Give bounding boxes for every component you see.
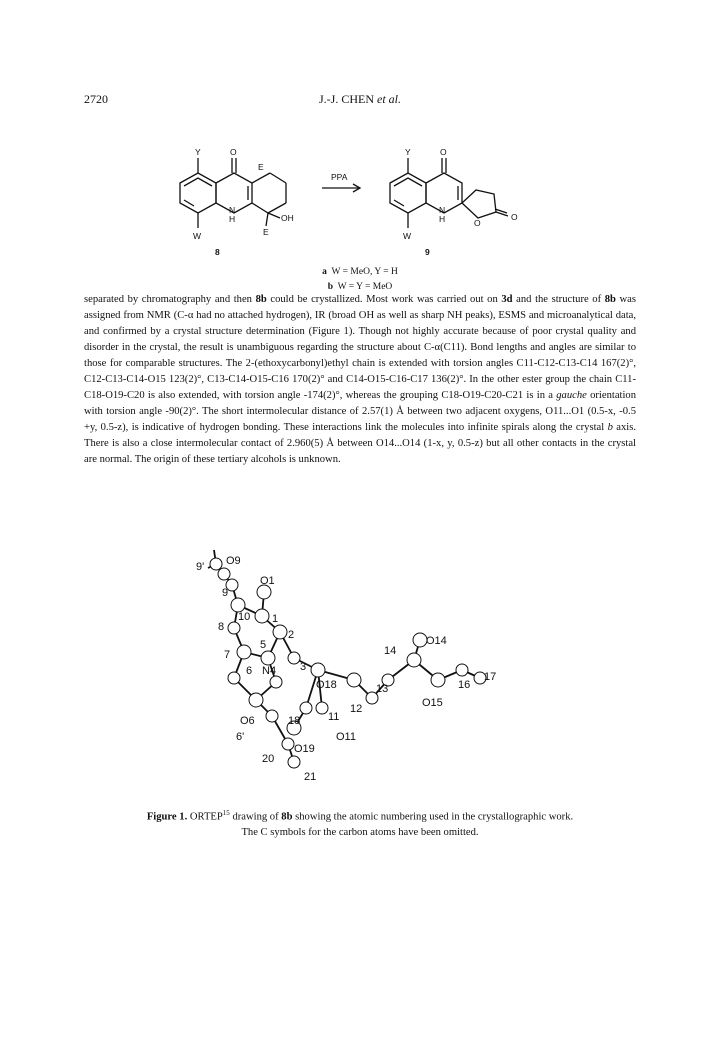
- italic-term: b: [607, 422, 613, 433]
- running-head: [0, 92, 720, 107]
- atom-label: 5: [260, 639, 267, 651]
- atom-label: 3: [300, 661, 307, 673]
- aromatic-bonds-left: [184, 178, 212, 186]
- running-head-author: J.-J. C: [318, 92, 350, 106]
- compound-ref: 3d: [501, 294, 513, 305]
- ortep-atom-labels: [196, 555, 496, 783]
- label-w-right: W: [403, 231, 412, 241]
- atom-label: O14: [426, 635, 447, 647]
- lactone-ring: [462, 190, 496, 218]
- atom-label: 6': [236, 731, 245, 743]
- atom-label: O18: [316, 679, 337, 691]
- atom-label: 20: [262, 753, 275, 765]
- compound-ref: 8b: [255, 294, 267, 305]
- label-e-bottom: E: [263, 227, 269, 237]
- label-oh: OH: [281, 213, 294, 223]
- arrow-label-ppa: PPA: [331, 172, 348, 182]
- atom-label: 18: [288, 715, 301, 727]
- label-y-right: Y: [405, 147, 411, 157]
- atom-label: 9': [196, 561, 205, 573]
- atom-label: 11: [328, 711, 340, 723]
- variant-b: b W = Y = MeO: [327, 282, 393, 292]
- caption-reference: 15: [222, 809, 230, 817]
- compound-ref: 8b: [604, 294, 616, 305]
- label-o-ring: O: [474, 218, 481, 228]
- atom-label: 21: [304, 771, 317, 783]
- benzene-ring-left: [180, 173, 216, 213]
- atom-label: 1: [272, 613, 279, 625]
- atom-label: 10: [238, 611, 251, 623]
- atom-label: 8: [218, 621, 225, 633]
- label-w-left: W: [193, 231, 202, 241]
- atom-label: 16: [458, 679, 471, 691]
- label-o-carbonyl: O: [511, 212, 518, 222]
- compound-8-number: 8: [215, 247, 220, 257]
- atom-label: O11: [336, 731, 356, 743]
- variant-a: a W = MeO, Y = H: [322, 267, 398, 277]
- figure-caption: [84, 806, 636, 840]
- label-o-left: O: [230, 147, 237, 157]
- caption-line-2: The C symbols for the carbon atoms have been omitted.: [241, 826, 479, 838]
- italic-term: gauche: [556, 390, 587, 401]
- atom-label: 6: [246, 665, 253, 677]
- atom-label: N4: [262, 665, 277, 677]
- atom-label: 2: [288, 629, 295, 641]
- page-number: 2720: [84, 92, 108, 106]
- atom-label: O6: [240, 715, 255, 727]
- caption-label: Figure 1.: [146, 811, 188, 823]
- label-e-top: E: [258, 162, 264, 172]
- caption-compound: 8b: [281, 811, 293, 823]
- atom-label: 14: [384, 645, 397, 657]
- atom-label: O1: [260, 575, 275, 587]
- ortep-figure: [176, 530, 536, 790]
- reaction-scheme: [150, 128, 570, 263]
- atom-label: 12: [350, 703, 363, 715]
- label-o-right: O: [440, 147, 447, 157]
- label-h-right: H: [439, 214, 446, 224]
- body-paragraph: separated by chromatography and then 8b could be crystallized. Most work was carried out on 3d and the structure of 8b was assigned from NMR (C-α had no attached hydrogen), IR (broad OH as well as sharp NH peaks), ESMS and microanalytical data, and confirmed by a crystal structure determination (Figure 1). Though not highly accurate because of poor crystal quality and disorder in the crystal, the result is unambiguous regarding the structure about C-α(C11). Bond lengths and angles are similar to those for comparable structures. The 2-(ethoxycarbonyl)ethyl chain is extended with torsion angles C11-C12-C13-C14 167(2)°, C12-C13-C14-O15 123(2)°, C13-C14-O15-C16 170(2)° and C14-O15-C16-C17 136(2)°. In the other ester group the chain C11-C18-O19-C20 is also extended, with torsion angle -174(2)°, whereas the grouping C18-O19-C20-C21 is in a gauche orientation with torsion angle -90(2)°. The short intermolecular distance of 2.57(1) Å between two adjacent oxygens, O11...O1 (0.5-x, -0.5 +y, 0.5-z), is indicative of hydrogen bonding. These interactions link the molecules into infinite spirals along the crystal b axis. There is also a close intermolecular contact of 2.960(5) Å between O14...O14 (1-x, y, 0.5-z) but all other contacts in the crystal are normal. The origin of these tertiary alcohols is unknown.: [84, 294, 637, 465]
- running-head-etal: et al.: [374, 92, 401, 106]
- atom-label: O15: [422, 697, 443, 709]
- benzene-ring-right: [390, 173, 426, 213]
- atom-label: 9: [222, 587, 229, 599]
- caption-line-1: Figure 1. ORTEP$^{15}$ drawing of 8b showing the atomic numbering used in the crystallographic work.: [146, 809, 574, 823]
- atom-label: 7: [224, 649, 231, 661]
- compound-9-number: 9: [425, 247, 430, 257]
- compound-variants: [0, 265, 720, 295]
- label-n-left: N: [229, 205, 236, 215]
- label-y-left: Y: [195, 147, 201, 157]
- atom-label: 17: [484, 671, 497, 683]
- label-h-left: H: [229, 214, 236, 224]
- running-head-author-smallcaps: HEN: [349, 92, 374, 106]
- atom-label: O9: [226, 555, 241, 567]
- atom-label: 13: [376, 683, 389, 695]
- label-n-right: N: [439, 205, 446, 215]
- atom-label: O19: [294, 743, 315, 755]
